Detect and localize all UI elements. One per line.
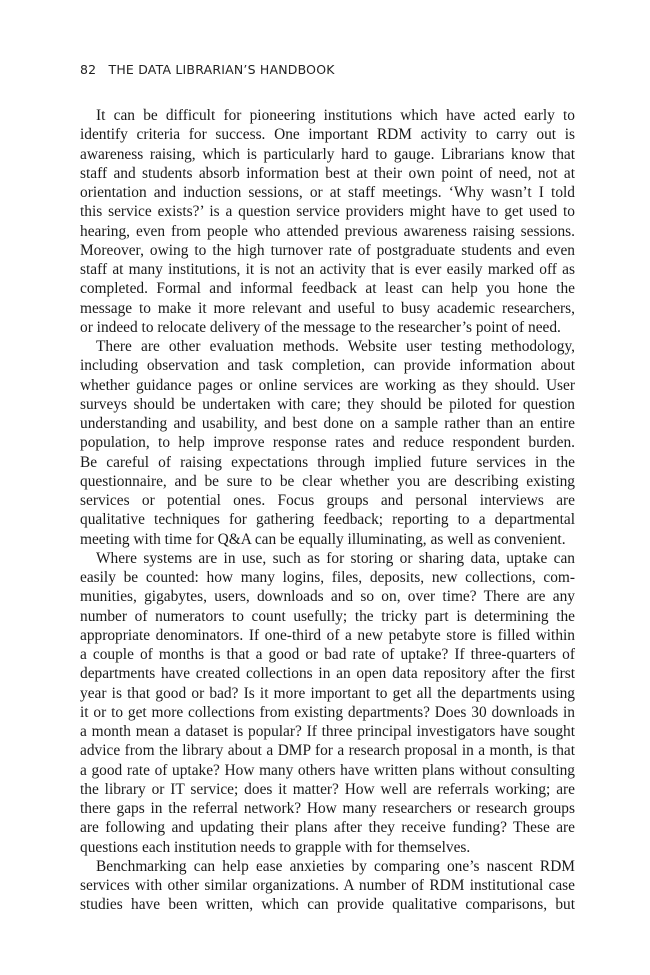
text-line: Benchmarking can help ease anxieties by comparing one’s nascent RDM (96, 857, 575, 875)
page-number: 82 (80, 62, 97, 77)
paragraph (80, 857, 575, 915)
text-line: questions each institution needs to grapple with for themselves. (80, 838, 471, 856)
running-head (80, 62, 335, 77)
text-line: orientation and induction sessions, or at staff meetings. ‘Why wasn’t I told (80, 184, 575, 201)
text-line: surveys should be undertaken with care; they should be piloted for question (80, 395, 575, 413)
text-line: easily be counted: how many logins, files, deposits, new collections, com- (80, 569, 575, 586)
text-line: departments have created collections in an open data repository after the first (80, 665, 575, 683)
text-line: the library or IT service; does it matter? How well are referrals working; are (80, 780, 575, 798)
text-line: understanding and usability, and best done on a sample rather than an entire (80, 415, 575, 432)
text-line: services with other similar organizations. A number of RDM institutional case (80, 877, 575, 894)
text-line: Be careful of raising expectations through implied future services in the (80, 453, 575, 471)
text-line: services or potential ones. Focus groups and personal interviews are (80, 492, 575, 509)
text-line: studies have been written, which can provide qualitative comparisons, but (80, 896, 575, 914)
text-line: a good rate of uptake? How many others have written plans without consulting (80, 761, 575, 779)
text-line: are following and updating their plans after they receive funding? These are (80, 819, 575, 837)
text-line: meeting with time for Q&A can be equally illuminating, as well as convenient. (80, 530, 566, 548)
text-line: hearing, even from people who attended previous awareness raising sessions. (80, 222, 575, 240)
text-line: appropriate denominators. If one-third of a new petabyte store is filled within (80, 626, 575, 644)
text-line: Where systems are in use, such as for storing or sharing data, uptake can (96, 549, 575, 567)
text-line: questionnaire, and be sure to be clear whether you are describing existing (80, 472, 575, 490)
body-text (80, 106, 575, 915)
text-line: year is that good or bad? Is it more important to get all the departments using (80, 684, 575, 702)
text-line: staff and students absorb information best at their own point of need, not at (80, 164, 575, 182)
text-line: qualitative techniques for gathering feedback; reporting to a departmental (80, 511, 575, 529)
text-line: there gaps in the referral network? How many researchers or research groups (80, 800, 575, 817)
text-line: a couple of months is that a good or bad rate of uptake? If three-quarters of (80, 646, 575, 663)
paragraph (80, 106, 575, 337)
text-line: It can be difficult for pioneering institutions which have acted early to (96, 107, 575, 124)
text-line: advice from the library about a DMP for a research proposal in a month, is that (80, 742, 575, 760)
text-line: it or to get more collections from existing departments? Does 30 downloads in (80, 703, 575, 721)
text-line: Moreover, owing to the high turnover rate of postgraduate students and even (80, 241, 575, 259)
paragraph (80, 337, 575, 549)
text-line: whether guidance pages or online services are working as they should. User (80, 376, 575, 394)
text-line: or indeed to relocate delivery of the message to the researcher’s point of need. (80, 318, 561, 336)
text-line: number of numerators to count usefully; the tricky part is determining the (80, 607, 575, 625)
text-line: completed. Formal and informal feedback at least can help you hone the (80, 280, 575, 298)
text-line: population, to help improve response rates and reduce respondent burden. (80, 434, 575, 452)
paragraph (80, 549, 575, 857)
text-line: awareness raising, which is particularly hard to gauge. Librarians know that (80, 145, 575, 163)
text-line: a month mean a dataset is popular? If three principal investigators have sought (80, 723, 575, 740)
text-line: staff at many institutions, it is not an activity that is ever easily marked off as (80, 261, 575, 278)
text-line: There are other evaluation methods. Website user testing methodology, (96, 338, 575, 355)
text-line: munities, gigabytes, users, downloads and so on, over time? There are any (80, 588, 575, 606)
text-line: message to make it more relevant and useful to busy academic researchers, (80, 299, 575, 317)
text-line: identify criteria for success. One important RDM activity to carry out is (80, 126, 575, 144)
text-line: this service exists?’ is a question service providers might have to get used to (80, 203, 575, 221)
text-line: including observation and task completion, can provide information about (80, 357, 575, 375)
book-title: THE DATA LIBRARIAN’S HANDBOOK (108, 62, 335, 77)
